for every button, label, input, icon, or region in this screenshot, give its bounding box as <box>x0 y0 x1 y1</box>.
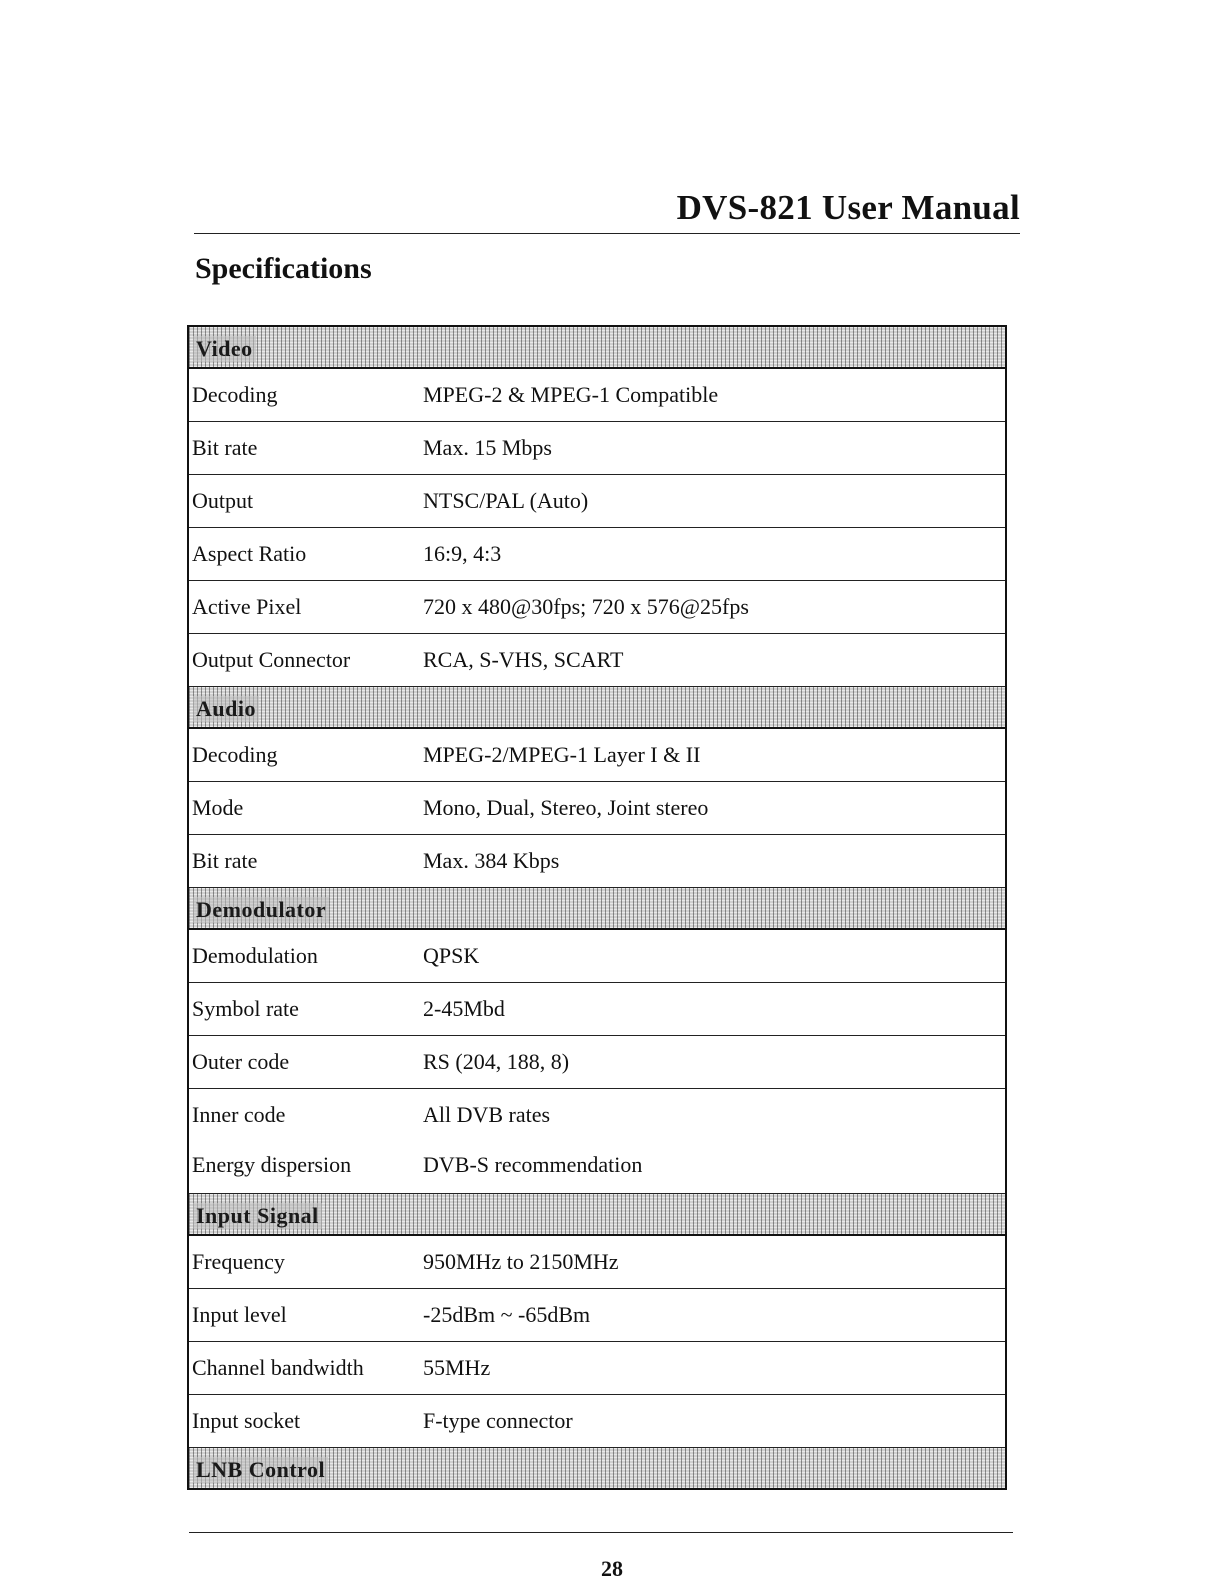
header-rule <box>194 233 1020 234</box>
category-label: Audio <box>193 696 259 722</box>
manual-title: DVS-821 User Manual <box>676 188 1020 227</box>
spec-value: QPSK <box>423 943 480 968</box>
spec-label: Decoding <box>192 742 278 767</box>
table-row <box>189 782 1005 835</box>
spec-value: Max. 15 Mbps <box>423 435 552 460</box>
spec-value: NTSC/PAL (Auto) <box>423 488 589 513</box>
spec-value: MPEG-2 & MPEG-1 Compatible <box>423 382 719 407</box>
spec-value: -25dBm ~ -65dBm <box>423 1302 591 1327</box>
spec-value: 55MHz <box>423 1355 491 1380</box>
spec-label: Energy dispersion <box>192 1152 352 1177</box>
table-row <box>189 1395 1005 1448</box>
spec-value: All DVB rates <box>423 1102 551 1127</box>
category-row-input-signal <box>189 1194 1005 1236</box>
spec-value: Mono, Dual, Stereo, Joint stereo <box>423 795 709 820</box>
category-row-video <box>189 327 1005 369</box>
table-row <box>189 475 1005 528</box>
category-label: Video <box>193 336 256 362</box>
spec-label: Aspect Ratio <box>192 541 307 566</box>
spec-value: Max. 384 Kbps <box>423 848 560 873</box>
spec-label: Output <box>192 488 254 513</box>
spec-value: 2-45Mbd <box>423 996 505 1021</box>
specifications-table <box>187 325 1007 1490</box>
spec-value: 950MHz to 2150MHz <box>423 1249 619 1274</box>
spec-value: RS (204, 188, 8) <box>423 1049 570 1074</box>
spec-label: Active Pixel <box>192 594 302 619</box>
table-row <box>189 369 1005 422</box>
page-number: 28 <box>601 1556 623 1581</box>
table-row <box>189 983 1005 1036</box>
table-row <box>189 930 1005 983</box>
table-row <box>189 528 1005 581</box>
spec-label: Demodulation <box>192 943 318 968</box>
spec-label: Outer code <box>192 1049 290 1074</box>
category-row-lnb-control <box>189 1448 1005 1490</box>
table-row <box>189 1342 1005 1395</box>
category-row-demodulator <box>189 888 1005 930</box>
table-row <box>189 729 1005 782</box>
spec-label: Input socket <box>192 1408 301 1433</box>
spec-label: Bit rate <box>192 435 258 460</box>
spec-label: Input level <box>192 1302 287 1327</box>
category-label: LNB Control <box>193 1457 328 1483</box>
spec-label: Inner code <box>192 1102 286 1127</box>
table-row <box>189 1142 1005 1194</box>
category-row-audio <box>189 687 1005 729</box>
category-label: Input Signal <box>193 1203 322 1229</box>
spec-value: DVB-S recommendation <box>423 1152 643 1177</box>
table-row <box>189 1036 1005 1089</box>
table-row <box>189 581 1005 634</box>
page-title: Specifications <box>195 252 372 285</box>
table-row <box>189 422 1005 475</box>
table-row <box>189 1236 1005 1289</box>
spec-label: Bit rate <box>192 848 258 873</box>
spec-value: 720 x 480@30fps; 720 x 576@25fps <box>423 594 749 619</box>
spec-label: Output Connector <box>192 647 351 672</box>
category-label: Demodulator <box>193 897 329 923</box>
spec-value: RCA, S-VHS, SCART <box>423 647 624 672</box>
table-row <box>189 1289 1005 1342</box>
spec-value: 16:9, 4:3 <box>423 541 502 566</box>
spec-value: MPEG-2/MPEG-1 Layer I & II <box>423 742 701 767</box>
spec-label: Channel bandwidth <box>192 1355 364 1380</box>
table-row <box>189 634 1005 687</box>
spec-value: F-type connector <box>423 1408 573 1433</box>
table-row <box>189 1089 1005 1142</box>
spec-label: Mode <box>192 795 244 820</box>
spec-label: Symbol rate <box>192 996 299 1021</box>
table-row <box>189 835 1005 888</box>
spec-label: Decoding <box>192 382 278 407</box>
footer-rule <box>189 1532 1013 1533</box>
spec-label: Frequency <box>192 1249 285 1274</box>
